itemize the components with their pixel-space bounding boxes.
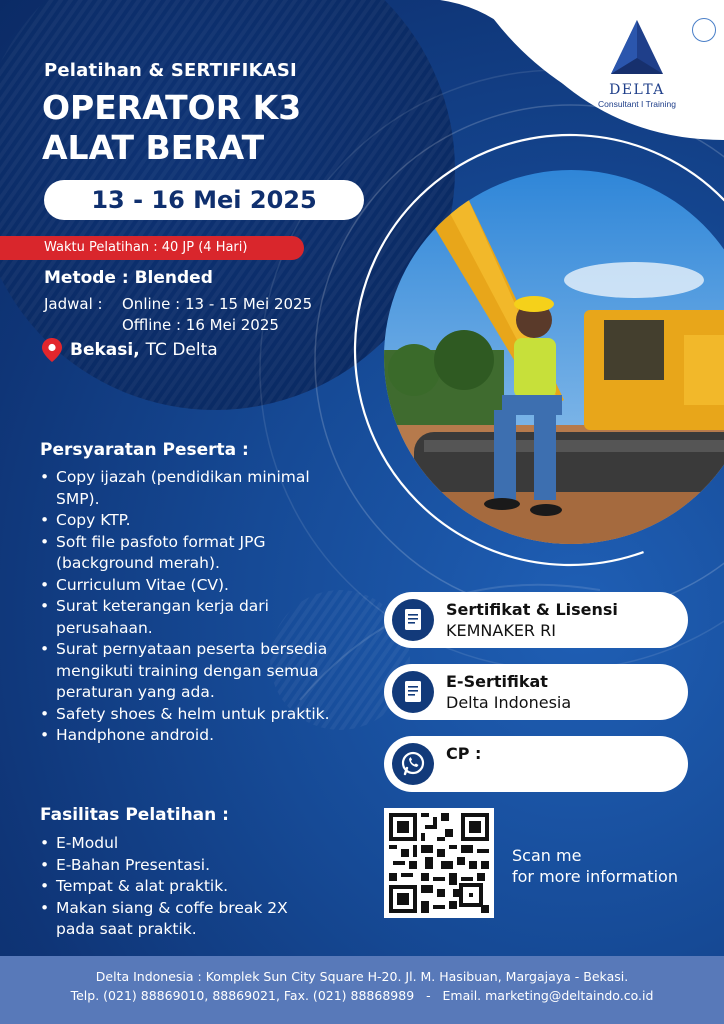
benefit-subtitle: Delta Indonesia [446, 693, 572, 712]
duration-badge: Waktu Pelatihan : 40 JP (4 Hari) [0, 236, 304, 260]
location-venue: TC Delta [145, 340, 218, 360]
benefit-title: Sertifikat & Lisensi [446, 600, 618, 619]
list-item: • Safety shoes & helm untuk praktik. [40, 704, 330, 726]
whatsapp-icon [392, 743, 434, 785]
title-line-2: ALAT BERAT [42, 128, 265, 167]
list-item: • Copy ijazah (pendidikan minimal SMP). [40, 467, 330, 510]
list-item: • Makan siang & coffe break 2X pada saat praktik. [40, 898, 330, 941]
decorative-circle [692, 18, 716, 42]
document-icon [392, 671, 434, 713]
benefit-certificate [384, 592, 688, 648]
qr-code[interactable] [384, 808, 494, 918]
date-badge: 13 - 16 Mei 2025 [44, 180, 364, 220]
schedule-online: Online : 13 - 15 Mei 2025 [122, 295, 313, 313]
footer-address: Delta Indonesia : Komplek Sun City Square H-20. Jl. M. Hasibuan, Margajaya - Bekasi. [95, 969, 629, 984]
footer [0, 956, 724, 1024]
facilities-title: Fasilitas Pelatihan : [40, 805, 229, 825]
title-line-1: OPERATOR K3 [42, 88, 302, 127]
location [42, 338, 218, 362]
delta-triangle-icon [607, 18, 667, 76]
list-item: • Soft file pasfoto format JPG (background merah). [40, 532, 330, 575]
benefit-contact [384, 736, 688, 792]
list-item: • Curriculum Vitae (CV). [40, 575, 330, 597]
location-pin-icon [42, 338, 62, 362]
brand-tagline: Consultant I Training [598, 99, 676, 109]
page-subtitle: Pelatihan & SERTIFIKASI [44, 60, 297, 81]
list-item: • E-Bahan Presentasi. [40, 855, 330, 877]
list-item: • Tempat & alat praktik. [40, 876, 330, 898]
facilities-list [40, 833, 330, 941]
requirements-title: Persyaratan Peserta : [40, 440, 249, 460]
contact-label: CP : [446, 744, 482, 763]
list-item: • Handphone android. [40, 725, 330, 747]
list-item: • Copy KTP. [40, 510, 330, 532]
method-text: Metode : Blended [44, 268, 213, 288]
page-title [42, 88, 382, 168]
document-icon [392, 599, 434, 641]
benefit-e-certificate [384, 664, 688, 720]
schedule-label: Jadwal : [44, 295, 103, 313]
list-item: • Surat keterangan kerja dari perusahaan. [40, 596, 330, 639]
footer-contact: Telp. (021) 88869010, 88869021, Fax. (021) 88868989 - Email. marketing@deltaindo.co.id [70, 988, 654, 1003]
qr-caption-line-2: for more information [512, 867, 678, 886]
qr-caption [512, 845, 678, 887]
brand-name: DELTA [609, 82, 665, 98]
requirements-list [40, 467, 330, 747]
location-city: Bekasi, [70, 340, 140, 360]
delta-logo [582, 18, 692, 109]
benefit-title: E-Sertifikat [446, 672, 548, 691]
qr-caption-line-1: Scan me [512, 846, 582, 865]
benefit-subtitle: KEMNAKER RI [446, 621, 556, 640]
list-item: • Surat pernyataan peserta bersedia mengikuti training dengan semua peraturan yang ada. [40, 639, 330, 704]
schedule-offline: Offline : 16 Mei 2025 [122, 316, 279, 334]
list-item: • E-Modul [40, 833, 330, 855]
